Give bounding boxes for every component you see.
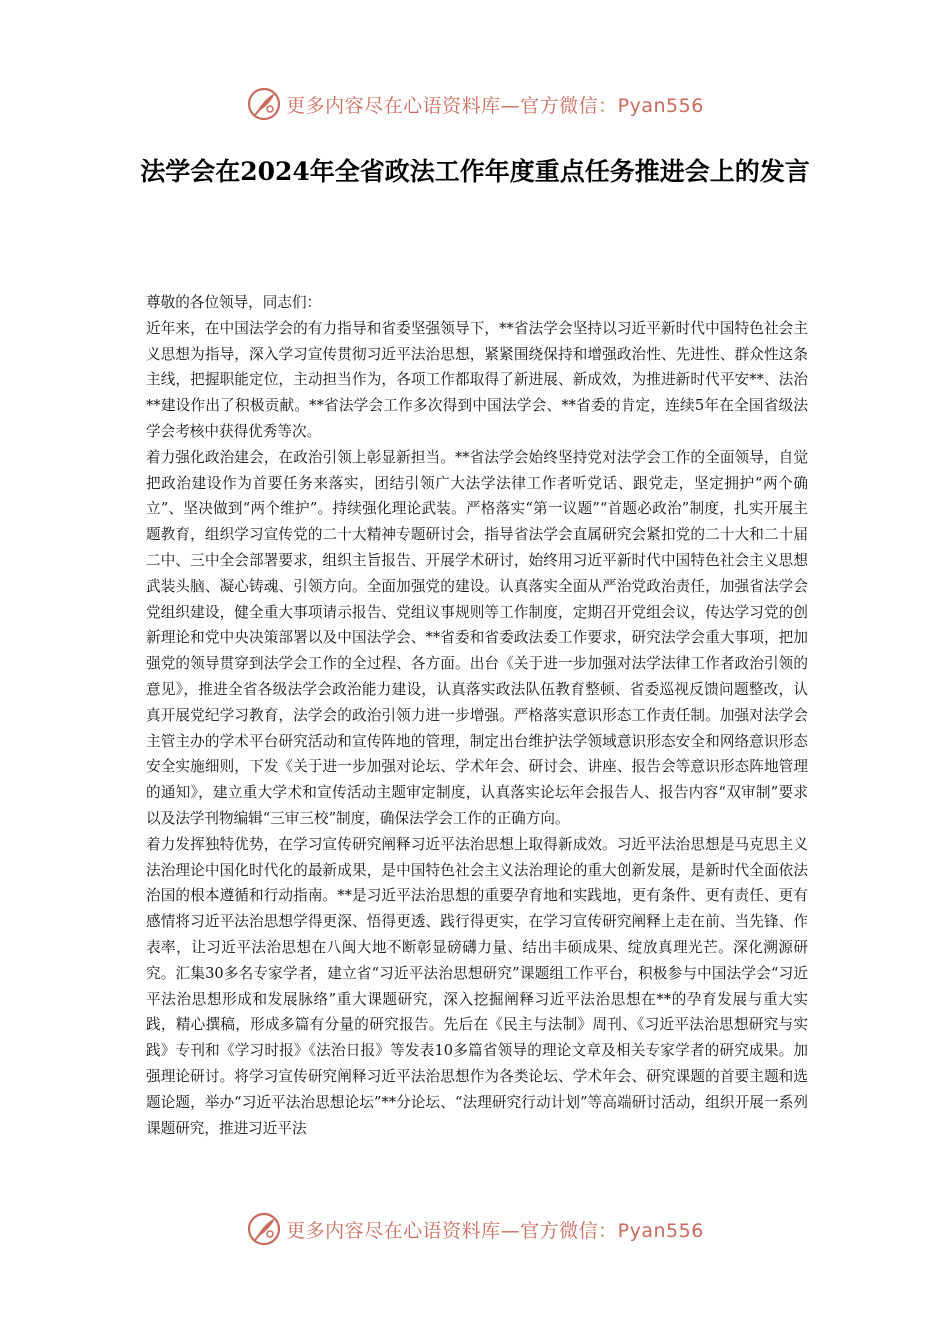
paragraph-political: 着力强化政治建会，在政治引领上彰显新担当。**省法学会始终坚持党对法学会工作的全面领导，自觉把政治建设作为首要任务来落实，团结引领广大法学法律工作者听党话、跟党走，坚定拥护“两个确立”、坚决做到“两个维护”。持续强化理论武装。严格落实“第一议题”“首题必政治”制度，扎实开展主题教育，组织学习宣传党的二十大精神专题研讨会，指导省法学会直属研究会紧扣党的二十大和二十届二中、三中全会部署要求，组织主旨报告、开展学术研讨，始终用习近平新时代中国特色社会主义思想武装头脑、凝心铸魂、引领方向。全面加强党的建设。认真落实全面从严治党政治责任，加强省法学会党组织建设，健全重大事项请示报告、党组议事规则等工作制度，定期召开党组会议，传达学习党的创新理论和党中央决策部署以及中国法学会、**省委和省委政法委工作要求，研究法学会重大事项，把加强党的领导贯穿到法学会工作的全过程、各方面。出台《关于进一步加强对法学法律工作者政治引领的意见》，推进全省各级法学会政治能力建设，认真落实政法队伍教育整顿、省委巡视反馈问题整改，认真开展党纪学习教育，法学会的政治引领力进一步增强。严格落实意识形态工作责任制。加强对法学会主管主办的学术平台研究活动和宣传阵地的管理，制定出台维护法学领域意识形态安全和网络意识形态安全实施细则，下发《关于进一步加强对论坛、学术年会、研讨会、讲座、报告会等意识形态阵地管理的通知》，建立重大学术和宣传活动主题审定制度，认真落实论坛年会报告人、报告内容“双审制”要求以及法学刊物编辑“三审三校”制度，确保法学会工作的正确方向。: [146, 448, 808, 827]
document-body: [146, 290, 808, 1141]
quill-logo-icon: [246, 86, 282, 122]
footer-watermark: [0, 1209, 950, 1249]
salutation: 尊敬的各位领导，同志们：: [146, 294, 322, 311]
paragraph-intro: 近年来，在中国法学会的有力指导和省委坚强领导下，**省法学会坚持以习近平新时代中国特色社会主义思想为指导，深入学习宣传贯彻习近平法治思想，紧紧围绕保持和增强政治性、先进性、群众性这条主线，把握职能定位，主动担当作为，各项工作都取得了新进展、新成效，为推进新时代平安**、法治**建设作出了积极贡献。**省法学会工作多次得到中国法学会、**省委的肯定，连续5年在全国省级法学会考核中获得优秀等次。: [146, 319, 808, 440]
document-title: 法学会在2024年全省政法工作年度重点任务推进会上的发言: [140, 157, 810, 186]
watermark-text: 更多内容尽在心语资料库—官方微信：Pyan556: [286, 1219, 704, 1242]
quill-logo-icon: [246, 1211, 282, 1247]
watermark-text: 更多内容尽在心语资料库—官方微信：Pyan556: [286, 94, 704, 117]
header-watermark: [0, 84, 950, 124]
paragraph-rule-of-law-thought: 着力发挥独特优势，在学习宣传研究阐释习近平法治思想上取得新成效。习近平法治思想是马克思主义法治理论中国化时代化的最新成果，是中国特色社会主义法治理论的重大创新发展，是新时代全面依法治国的根本遵循和行动指南。**是习近平法治思想的重要孕育地和实践地，更有条件、更有责任、更有感情将习近平法治思想学得更深、悟得更透、践行得更实，在学习宣传研究阐释上走在前、当先锋、作表率，让习近平法治思想在八闽大地不断彰显磅礴力量、结出丰硕成果、绽放真理光芒。深化溯源研究。汇集30多名专家学者，建立省“习近平法治思想研究”课题组工作平台，积极参与中国法学会“习近平法治思想形成和发展脉络”重大课题研究，深入挖掘阐释习近平法治思想在**的孕育发展与重大实践，精心撰稿，形成多篇有分量的研究报告。先后在《民主与法制》周刊、《习近平法治思想研究与实践》专刊和《学习时报》《法治日报》等发表10多篇省领导的理论文章及相关专家学者的研究成果。加强理论研讨。将学习宣传研究阐释习近平法治思想作为各类论坛、学术年会、研究课题的首要主题和选题论题，举办“习近平法治思想论坛”**分论坛、“法理研究行动计划”等高端研讨活动，组织开展一系列课题研究，推进习近平法: [146, 835, 808, 1137]
